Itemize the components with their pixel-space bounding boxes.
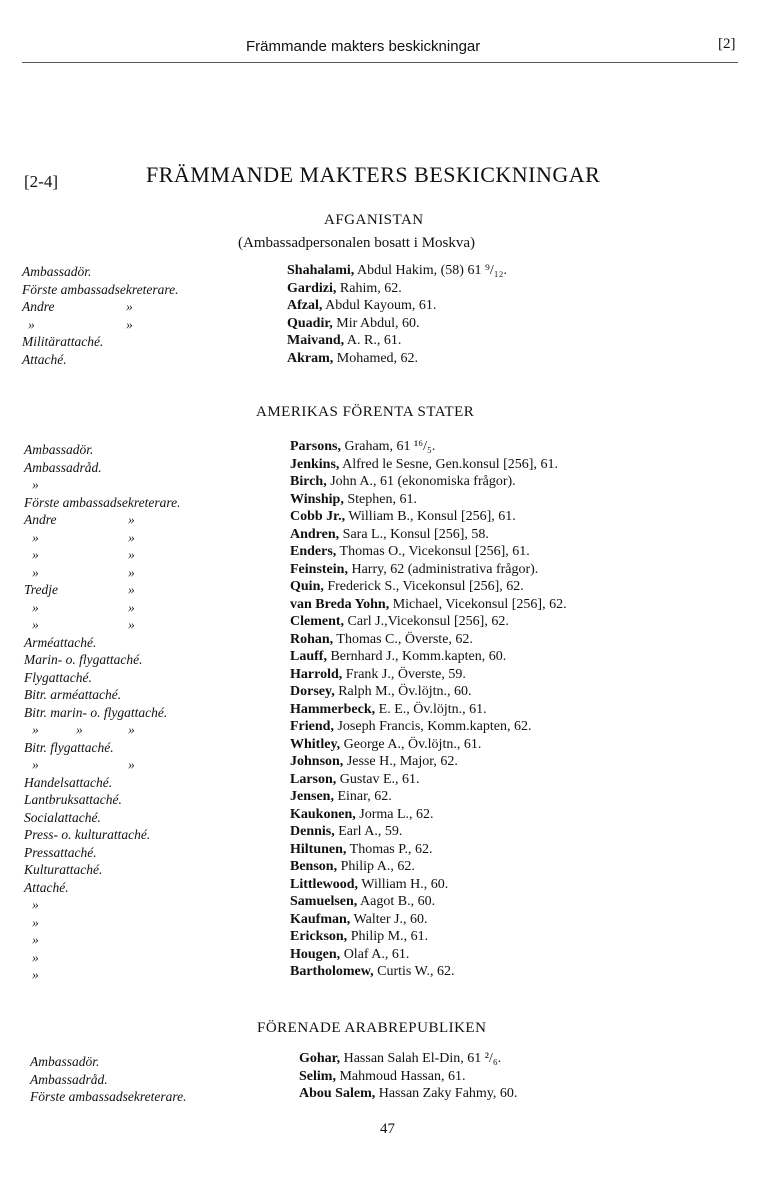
header-rule — [22, 62, 738, 63]
role-line: Bitr. arméattaché. — [24, 687, 122, 702]
entry-line — [290, 876, 567, 894]
page-number: 47 — [380, 1121, 395, 1137]
entry-surname: Bartholomew, — [290, 964, 374, 979]
role-line: » » — [32, 617, 135, 632]
entry-surname: Harrold, — [290, 666, 343, 682]
entry-surname: Hammerbeck, — [290, 701, 376, 717]
entry-line — [299, 1050, 517, 1068]
entry-surname: Clement, — [290, 614, 345, 629]
role-line: » — [32, 477, 39, 492]
role-line: » » — [32, 599, 135, 615]
entry-details: Jesse H., Major, 62. — [343, 754, 458, 769]
entry-details: William H., 60. — [358, 876, 449, 892]
role-line: » — [32, 914, 39, 930]
entry-details: Olaf A., 61. — [340, 946, 410, 962]
role-line: » » » — [32, 722, 135, 737]
entry-surname: Abou Salem, — [299, 1086, 376, 1101]
roles-column-usa — [24, 441, 220, 984]
entry-details: Frank J., Överste, 59. — [342, 666, 466, 682]
entries-column-far — [299, 1050, 517, 1103]
role-line: Handelsattaché. — [24, 774, 113, 790]
entry-line — [290, 788, 567, 806]
role-line: » — [32, 932, 39, 947]
entry-surname: van Breda Yohn, — [290, 596, 390, 612]
entry-details: Thomas C., Överste, 62. — [333, 631, 473, 647]
entry-line — [290, 491, 567, 509]
entry-line — [290, 438, 567, 456]
entry-details: John A., 61 (ekonomiska frågor). — [326, 474, 516, 489]
entry-surname: Johnson, — [290, 754, 344, 769]
entry-line — [290, 701, 567, 719]
role-line: » — [32, 949, 39, 965]
entry-line — [290, 911, 567, 929]
entry-details: Jorma L., 62. — [355, 806, 434, 822]
entry-details: Walter J., 60. — [350, 911, 428, 927]
entry-details: Sara L., Konsul [256], 58. — [339, 526, 489, 542]
role-line: Arméattaché. — [24, 634, 97, 650]
entry-details: Hassan Zaky Fahmy, 60. — [375, 1086, 518, 1101]
roles-column-afganistan — [22, 263, 178, 368]
entry-surname: Hougen, — [290, 946, 341, 962]
entry-surname: Lauff, — [290, 649, 327, 664]
entry-line — [290, 526, 567, 544]
entry-surname: Feinstein, — [290, 561, 348, 577]
entry-details: Rahim, 62. — [336, 280, 402, 296]
entry-line — [290, 718, 567, 736]
entry-details: Carl J.,Vicekonsul [256], 62. — [344, 614, 509, 629]
role-line: Pressattaché. — [24, 844, 97, 860]
entry-details: Abdul Hakim, (58) 61 ⁹/₁₂. — [354, 263, 507, 278]
entry-line — [290, 858, 567, 876]
role-line: Attaché. — [22, 351, 67, 367]
entry-surname: Cobb Jr., — [290, 509, 346, 524]
entry-surname: Birch, — [290, 474, 327, 489]
entry-surname: Rohan, — [290, 631, 334, 647]
entry-surname: Gardizi, — [287, 280, 337, 296]
entry-line — [287, 262, 507, 280]
entry-details: Ralph M., Öv.löjtn., 60. — [334, 684, 472, 699]
entry-details: Curtis W., 62. — [373, 964, 455, 979]
entry-details: Hassan Salah El-Din, 61 ²/₆. — [340, 1051, 502, 1066]
entry-surname: Dennis, — [290, 824, 335, 839]
role-line: » » — [32, 757, 135, 772]
role-line: » » — [32, 529, 135, 545]
entry-line — [290, 753, 567, 771]
entry-line — [287, 297, 507, 315]
entry-line — [290, 771, 567, 789]
entry-details: Bernhard J., Komm.kapten, 60. — [326, 649, 507, 664]
running-title: Främmande makters beskickningar — [246, 38, 481, 55]
entry-surname: Gohar, — [299, 1051, 341, 1066]
entry-line — [290, 631, 567, 649]
country-note-afganistan: (Ambassadpersonalen bosatt i Moskva) — [238, 235, 476, 251]
entry-line — [299, 1068, 517, 1086]
entry-line — [290, 648, 567, 666]
country-heading-far: FÖRENADE ARABREPUBLIKEN — [257, 1020, 487, 1036]
entry-details: Aagot B., 60. — [357, 894, 436, 909]
country-heading-usa: AMERIKAS FÖRENTA STATER — [256, 404, 475, 420]
entry-details: William B., Konsul [256], 61. — [345, 509, 516, 524]
entry-surname: Winship, — [290, 491, 344, 507]
role-line: Andre » — [24, 512, 135, 527]
page-marker: [2] — [718, 36, 736, 52]
role-line: Andre » — [22, 299, 133, 314]
entry-line — [290, 841, 567, 859]
section-title: FRÄMMANDE MAKTERS BESKICKNINGAR — [146, 162, 601, 187]
entry-surname: Afzal, — [287, 298, 323, 313]
entry-details: Joseph Francis, Komm.kapten, 62. — [333, 719, 532, 734]
entry-surname: Dorsey, — [290, 684, 335, 699]
entry-details: Earl A., 59. — [334, 824, 403, 839]
role-line: Flygattaché. — [24, 669, 92, 685]
role-line: » » — [32, 564, 135, 580]
entry-surname: Quadir, — [287, 315, 333, 331]
entry-details: Abdul Kayoum, 61. — [322, 298, 437, 313]
entry-details: Graham, 61 ¹⁶/₅. — [340, 439, 436, 454]
entry-surname: Hiltunen, — [290, 841, 347, 857]
entry-surname: Jensen, — [290, 789, 334, 804]
role-line: » » — [32, 547, 135, 562]
entries-column-usa — [290, 438, 567, 981]
role-line: Ambassadör. — [24, 442, 94, 457]
entry-details: A. R., 61. — [344, 333, 402, 348]
entry-surname: Kaukonen, — [290, 806, 356, 822]
entry-line — [290, 963, 567, 981]
role-line: Marin- o. flygattaché. — [24, 652, 143, 667]
entry-line — [290, 596, 567, 614]
entry-surname: Selim, — [299, 1068, 336, 1084]
entry-details: Thomas O., Vicekonsul [256], 61. — [336, 544, 530, 559]
entry-surname: Friend, — [290, 719, 334, 734]
role-line: » — [32, 897, 39, 912]
entry-surname: Parsons, — [290, 439, 341, 454]
entry-line — [290, 893, 567, 911]
entry-surname: Quin, — [290, 579, 324, 594]
role-line: Militärattaché. — [22, 334, 104, 349]
entry-line — [290, 613, 567, 631]
entry-details: Gustav E., 61. — [336, 771, 420, 787]
role-line: Socialattaché. — [24, 809, 101, 825]
entry-line — [287, 280, 507, 298]
entry-surname: Jenkins, — [290, 456, 340, 472]
entry-details: Einar, 62. — [333, 789, 392, 804]
entry-surname: Akram, — [287, 350, 334, 366]
entry-line — [299, 1085, 517, 1103]
entry-details: Mahmoud Hassan, 61. — [335, 1068, 466, 1084]
entry-line — [290, 473, 567, 491]
role-line: Förste ambassadsekreterare. — [24, 494, 181, 510]
role-line: Förste ambassadsekreterare. — [30, 1089, 187, 1104]
entry-details: Harry, 62 (administrativa frågor). — [347, 561, 539, 577]
role-line: » — [32, 967, 39, 982]
entry-surname: Whitley, — [290, 736, 341, 752]
role-line: Ambassadör. — [30, 1054, 100, 1069]
section-number: [2-4] — [24, 172, 58, 191]
entry-surname: Shahalami, — [287, 263, 355, 278]
entry-line — [290, 806, 567, 824]
entry-details: Mohamed, 62. — [333, 350, 419, 366]
entry-details: George A., Öv.löjtn., 61. — [340, 736, 482, 752]
entry-details: Mir Abdul, 60. — [332, 315, 420, 331]
roles-column-far — [30, 1053, 186, 1106]
entry-surname: Kaufman, — [290, 911, 351, 927]
entry-line — [290, 543, 567, 561]
entry-surname: Maivand, — [287, 333, 345, 348]
role-line: Ambassadråd. — [24, 459, 102, 475]
entry-line — [290, 456, 567, 474]
entry-line — [290, 508, 567, 526]
entry-line — [290, 578, 567, 596]
entry-surname: Samuelsen, — [290, 894, 358, 909]
entry-line — [290, 946, 567, 964]
entry-details: Michael, Vicekonsul [256], 62. — [389, 596, 567, 612]
entry-line — [290, 683, 567, 701]
entry-surname: Benson, — [290, 859, 338, 874]
entry-line — [290, 928, 567, 946]
role-line: Förste ambassadsekreterare. — [22, 281, 179, 297]
role-line: Tredje » — [24, 582, 135, 597]
role-line: Lantbruksattaché. — [24, 792, 122, 807]
entry-surname: Andren, — [290, 526, 340, 542]
entry-details: Philip M., 61. — [347, 929, 429, 944]
entry-line — [287, 350, 507, 368]
entry-line — [287, 332, 507, 350]
entry-surname: Littlewood, — [290, 876, 359, 892]
entry-line — [290, 823, 567, 841]
entry-line — [290, 561, 567, 579]
role-line: Kulturattaché. — [24, 862, 103, 877]
entry-surname: Erickson, — [290, 929, 348, 944]
entry-details: Philip A., 62. — [337, 859, 415, 874]
entries-column-afganistan — [287, 262, 507, 367]
role-line: » » — [28, 316, 133, 332]
role-line: Press- o. kulturattaché. — [24, 827, 151, 842]
entry-details: Frederick S., Vicekonsul [256], 62. — [323, 579, 524, 594]
entry-line — [287, 315, 507, 333]
role-line: Bitr. marin- o. flygattaché. — [24, 704, 168, 720]
entry-line — [290, 736, 567, 754]
entry-details: Stephen, 61. — [343, 491, 417, 507]
entry-details: Thomas P., 62. — [346, 841, 433, 857]
entry-surname: Enders, — [290, 544, 337, 559]
entry-details: Alfred le Sesne, Gen.konsul [256], 61. — [339, 456, 558, 472]
role-line: Ambassadör. — [22, 264, 92, 279]
country-heading-afganistan: AFGANISTAN — [324, 212, 424, 228]
entry-line — [290, 666, 567, 684]
entry-surname: Larson, — [290, 771, 337, 787]
role-line: Ambassadråd. — [30, 1071, 108, 1087]
role-line: Bitr. flygattaché. — [24, 739, 114, 755]
entry-details: E. E., Öv.löjtn., 61. — [375, 701, 487, 717]
role-line: Attaché. — [24, 879, 69, 895]
